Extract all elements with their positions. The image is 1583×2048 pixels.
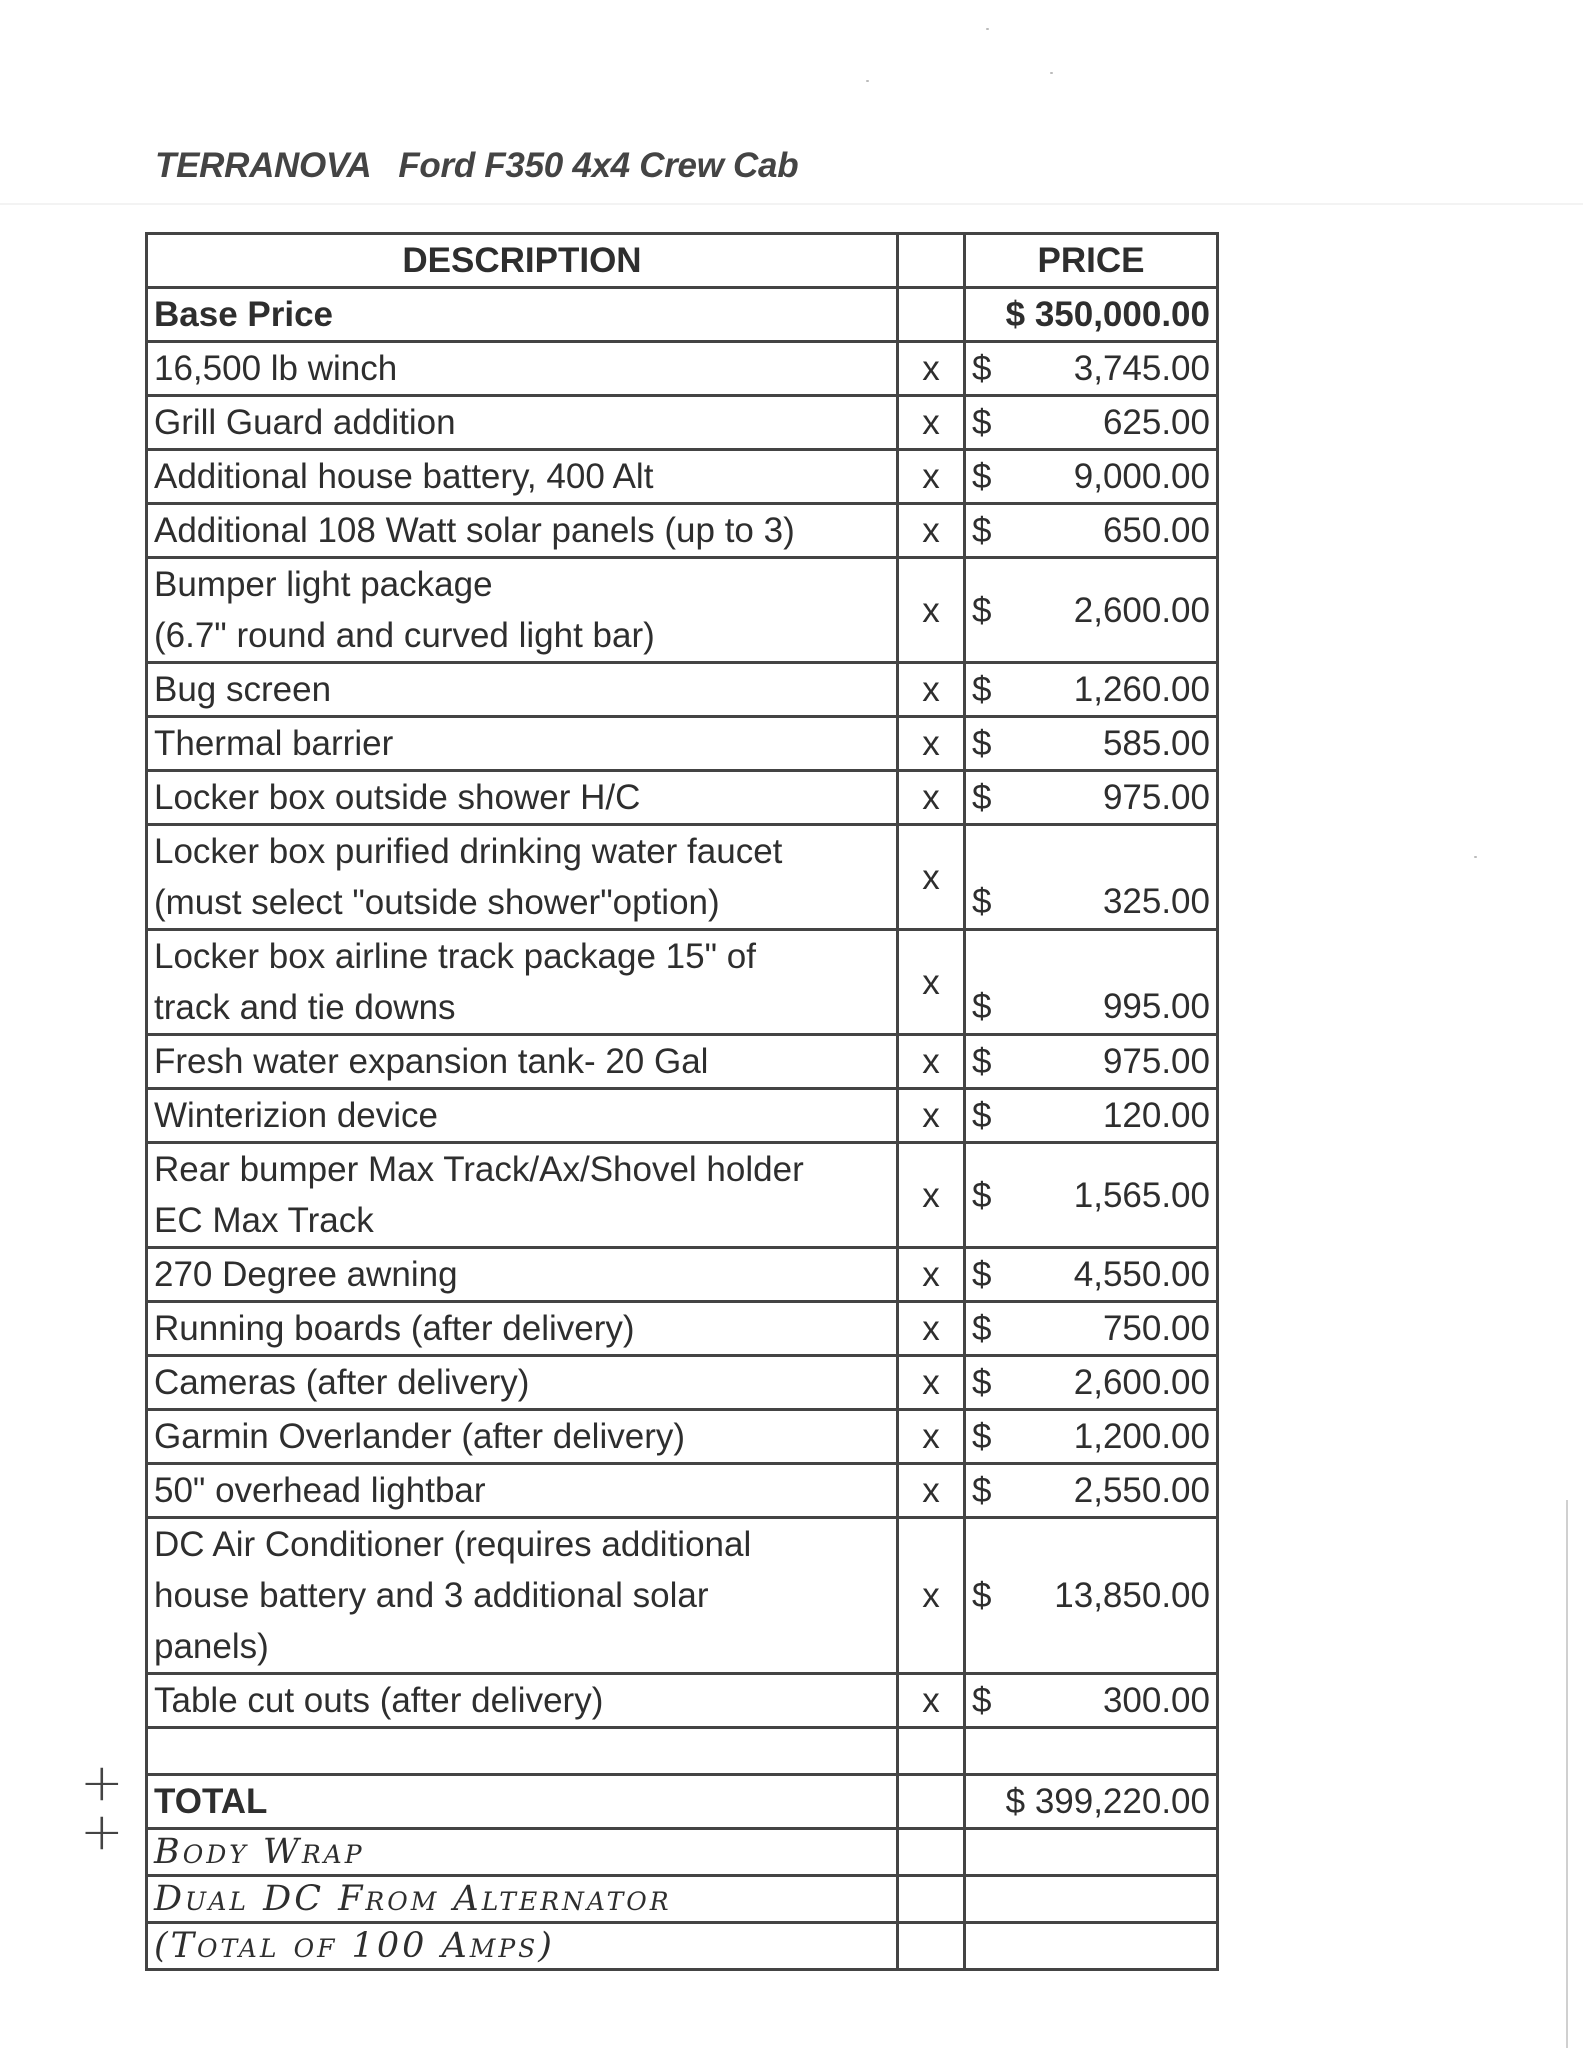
blank-row (147, 1728, 1218, 1775)
item-price: $ 3,745.00 (965, 342, 1218, 396)
scan-speck (1474, 856, 1477, 858)
selected-mark: x (898, 1302, 965, 1356)
table-row (147, 1674, 1218, 1728)
selected-mark: x (898, 1248, 965, 1302)
item-description: Grill Guard addition (147, 396, 898, 450)
selected-mark: x (898, 1089, 965, 1143)
item-price: $ 300.00 (965, 1674, 1218, 1728)
selected-mark: x (898, 342, 965, 396)
item-price: $ 325.00 (965, 825, 1218, 930)
selected-mark: x (898, 558, 965, 663)
item-description: Locker box purified drinking water faucet (must select "outside shower"option) (147, 825, 898, 930)
handwritten-plus-mark: + (80, 1753, 124, 1813)
item-description: Thermal barrier (147, 717, 898, 771)
selected-mark: x (898, 1464, 965, 1518)
blank-cell (898, 1728, 965, 1775)
item-description: Additional 108 Watt solar panels (up to 3) (147, 504, 898, 558)
item-price: $ 975.00 (965, 771, 1218, 825)
selected-mark: x (898, 663, 965, 717)
item-price: $ 1,200.00 (965, 1410, 1218, 1464)
item-price: $ 995.00 (965, 930, 1218, 1035)
handwritten-dual-dc: Dual DC From Alternator (147, 1876, 898, 1923)
item-price: $ 750.00 (965, 1302, 1218, 1356)
table-row (147, 825, 1218, 930)
scan-fold-line (0, 203, 1583, 205)
item-price: $ 4,550.00 (965, 1248, 1218, 1302)
item-description: Locker box outside shower H/C (147, 771, 898, 825)
selected-mark: x (898, 504, 965, 558)
base-price-label: Base Price (147, 288, 898, 342)
item-price: $ 2,600.00 (965, 1356, 1218, 1410)
item-description: Bumper light package (6.7" round and curved light bar) (147, 558, 898, 663)
selected-mark: x (898, 825, 965, 930)
handwritten-total-amps: (Total of 100 Amps) (147, 1923, 898, 1970)
item-description: 16,500 lb winch (147, 342, 898, 396)
table-row (147, 663, 1218, 717)
table-row (147, 717, 1218, 771)
selected-mark: x (898, 930, 965, 1035)
table-row (147, 1035, 1218, 1089)
item-description: Locker box airline track package 15" of track and tie downs (147, 930, 898, 1035)
item-description: Bug screen (147, 663, 898, 717)
scan-speck (1050, 72, 1053, 74)
table-row (147, 1518, 1218, 1674)
mark-cell (898, 1775, 965, 1829)
selected-mark: x (898, 1143, 965, 1248)
table-header-row (147, 234, 1218, 288)
table-row (147, 1410, 1218, 1464)
item-description: DC Air Conditioner (requires additional house battery and 3 additional solar panels) (147, 1518, 898, 1674)
item-price: $ 625.00 (965, 396, 1218, 450)
blank-cell (898, 1829, 965, 1876)
price-header: PRICE (965, 234, 1218, 288)
item-description: Fresh water expansion tank- 20 Gal (147, 1035, 898, 1089)
item-price: $ 2,600.00 (965, 558, 1218, 663)
selected-mark: x (898, 717, 965, 771)
selected-mark: x (898, 1518, 965, 1674)
item-price: $ 120.00 (965, 1089, 1218, 1143)
table-row (147, 1089, 1218, 1143)
item-description: Table cut outs (after delivery) (147, 1674, 898, 1728)
mark-header (898, 234, 965, 288)
mark-cell (898, 288, 965, 342)
item-description: Cameras (after delivery) (147, 1356, 898, 1410)
price-table (145, 232, 1219, 1971)
item-price: $ 1,260.00 (965, 663, 1218, 717)
table-row (147, 504, 1218, 558)
table-row (147, 342, 1218, 396)
blank-cell (965, 1876, 1218, 1923)
table-row (147, 396, 1218, 450)
item-price: $ 650.00 (965, 504, 1218, 558)
table-row (147, 930, 1218, 1035)
table-row (147, 1302, 1218, 1356)
blank-cell (898, 1923, 965, 1970)
description-header: DESCRIPTION (147, 234, 898, 288)
item-description: Garmin Overlander (after delivery) (147, 1410, 898, 1464)
item-price: $ 9,000.00 (965, 450, 1218, 504)
table-row (147, 771, 1218, 825)
handwritten-plus-mark: + (80, 1802, 124, 1862)
handwritten-body-wrap: Body Wrap (147, 1829, 898, 1876)
base-price-value: $ 350,000.00 (965, 288, 1218, 342)
blank-cell (898, 1876, 965, 1923)
total-label: TOTAL (147, 1775, 898, 1829)
selected-mark: x (898, 1356, 965, 1410)
item-description: Winterizion device (147, 1089, 898, 1143)
table-row (147, 288, 1218, 342)
item-description: 50" overhead lightbar (147, 1464, 898, 1518)
item-price: $ 1,565.00 (965, 1143, 1218, 1248)
handwritten-row (147, 1829, 1218, 1876)
selected-mark: x (898, 771, 965, 825)
selected-mark: x (898, 1035, 965, 1089)
item-description: Rear bumper Max Track/Ax/Shovel holder EC Max Track (147, 1143, 898, 1248)
blank-cell (147, 1728, 898, 1775)
blank-cell (965, 1829, 1218, 1876)
table-row (147, 1248, 1218, 1302)
scan-speck (866, 80, 869, 82)
blank-cell (965, 1728, 1218, 1775)
selected-mark: x (898, 1674, 965, 1728)
item-price: $ 2,550.00 (965, 1464, 1218, 1518)
total-row (147, 1775, 1218, 1829)
item-description: 270 Degree awning (147, 1248, 898, 1302)
blank-cell (965, 1923, 1218, 1970)
item-description: Running boards (after delivery) (147, 1302, 898, 1356)
scan-speck (986, 28, 989, 30)
table-row (147, 558, 1218, 663)
item-description: Additional house battery, 400 Alt (147, 450, 898, 504)
table-row (147, 450, 1218, 504)
item-price: $ 13,850.00 (965, 1518, 1218, 1674)
item-price: $ 975.00 (965, 1035, 1218, 1089)
selected-mark: x (898, 450, 965, 504)
table-row (147, 1464, 1218, 1518)
total-value: $ 399,220.00 (965, 1775, 1218, 1829)
item-price: $ 585.00 (965, 717, 1218, 771)
table-row (147, 1143, 1218, 1248)
document-title: TERRANOVA Ford F350 4x4 Crew Cab (155, 146, 799, 185)
handwritten-row (147, 1923, 1218, 1970)
selected-mark: x (898, 1410, 965, 1464)
table-row (147, 1356, 1218, 1410)
handwritten-row (147, 1876, 1218, 1923)
scan-edge-shadow (1566, 1500, 1568, 2048)
selected-mark: x (898, 396, 965, 450)
